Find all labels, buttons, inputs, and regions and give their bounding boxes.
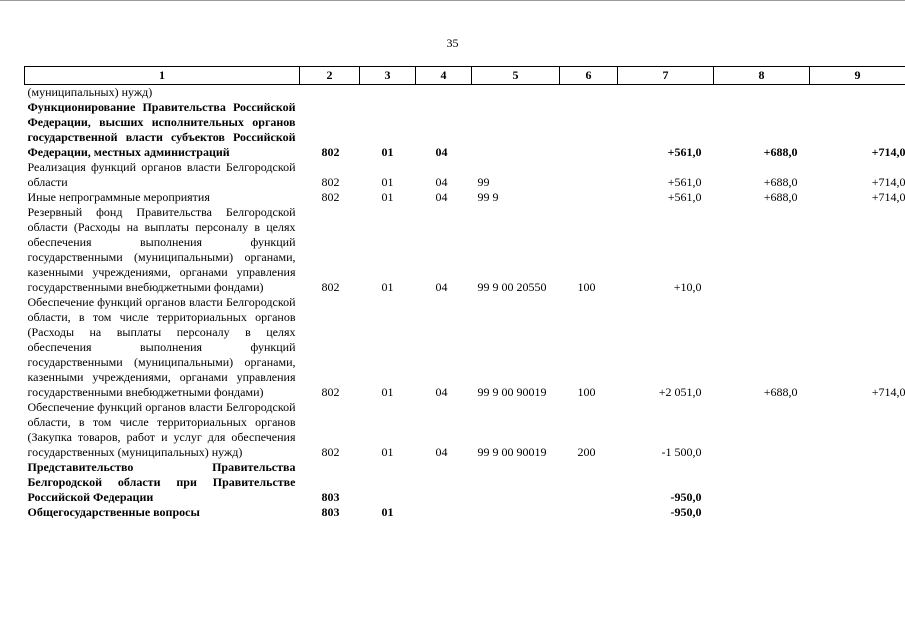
cell-ministry-code: 802 (321, 145, 340, 159)
cell-target-article: 99 9 00 90019 (477, 445, 547, 459)
header-col-5: 5 (472, 67, 560, 85)
cell-amount-year-1: -950,0 (670, 490, 702, 504)
cell-amount-year-3: +714,0 (871, 190, 905, 204)
header-col-2: 2 (300, 67, 360, 85)
cell-ministry-code: 803 (321, 490, 340, 504)
table-row (25, 505, 905, 520)
cell-target-article: 99 9 (477, 190, 499, 204)
cell-amount-year-2: +688,0 (763, 175, 798, 189)
cell-expense-type (560, 190, 618, 205)
cell-expense-type (560, 505, 618, 520)
item-name: Иные непрограммные мероприятия (27, 190, 210, 204)
cell-ministry-code (300, 85, 360, 101)
cell-target-article (472, 460, 560, 505)
cell-section-code: 01 (381, 190, 394, 204)
table-row (25, 190, 905, 205)
header-col-7: 7 (618, 67, 714, 85)
item-name: Представительство Правительства Белгородской области при Правительстве Российской Федерации (27, 460, 296, 504)
page-number: 35 (446, 36, 459, 50)
cell-amount-year-3 (810, 460, 905, 505)
item-name: Резервный фонд Правительства Белгородской области (Расходы на выплаты персоналу в целях обеспечения выполнения функций государственными (муниципальными) органами, казенными учреждениями, органами управления государственными внебюджетными фондами) (27, 205, 296, 294)
header-col-3: 3 (360, 67, 416, 85)
cell-section-code (360, 85, 416, 101)
cell-expense-type: 200 (577, 445, 596, 459)
cell-amount-year-1: +561,0 (667, 190, 702, 204)
cell-section-code: 01 (381, 385, 394, 399)
header-col-1: 1 (25, 67, 300, 85)
cell-amount-year-3 (810, 205, 905, 295)
cell-section-code: 01 (381, 145, 394, 159)
cell-amount-year-1: +561,0 (667, 175, 702, 189)
header-row (25, 67, 905, 85)
cell-expense-type (560, 160, 618, 190)
cell-subsection-code: 04 (435, 445, 448, 459)
budget-table (24, 66, 905, 520)
cell-amount-year-2: +688,0 (763, 385, 798, 399)
cell-expense-type: 100 (577, 385, 596, 399)
cell-target-article (472, 100, 560, 160)
cell-amount-year-2 (714, 205, 810, 295)
cell-section-code: 01 (381, 445, 394, 459)
header-col-6: 6 (560, 67, 618, 85)
table-row (25, 100, 905, 160)
cell-amount-year-3 (810, 505, 905, 520)
cell-section-code (360, 460, 416, 505)
item-name: Обеспечение функций органов власти Белгородской области, в том числе территориальных органов (Закупка товаров, работ и услуг для обеспечения государственных (муниципальных) нужд) (27, 400, 296, 459)
table-body (25, 85, 905, 521)
cell-amount-year-2: +688,0 (763, 145, 798, 159)
table-row (25, 460, 905, 505)
table-row (25, 400, 905, 460)
cell-target-article (472, 505, 560, 520)
cell-amount-year-1 (618, 85, 714, 101)
cell-amount-year-1: +10,0 (673, 280, 702, 294)
cell-amount-year-3 (810, 85, 905, 101)
item-name: Общегосударственные вопросы (27, 505, 200, 519)
cell-subsection-code: 04 (435, 175, 448, 189)
cell-amount-year-2 (714, 505, 810, 520)
table-row (25, 205, 905, 295)
cell-subsection-code: 04 (435, 385, 448, 399)
header-col-9: 9 (810, 67, 905, 85)
cell-amount-year-3: +714,0 (871, 175, 905, 189)
table-row (25, 295, 905, 400)
cell-target-article (472, 85, 560, 101)
cell-subsection-code (416, 505, 472, 520)
cell-amount-year-1: +561,0 (667, 145, 702, 159)
item-name: Реализация функций органов власти Белгородской области (27, 160, 296, 189)
cell-amount-year-2 (714, 460, 810, 505)
cell-amount-year-1: -950,0 (670, 505, 702, 519)
page-top-edge (0, 0, 905, 1)
cell-section-code: 01 (381, 505, 394, 519)
cell-target-article: 99 9 00 20550 (477, 280, 547, 294)
item-name: Обеспечение функций органов власти Белгородской области, в том числе территориальных органов (Расходы на выплаты персоналу в целях обеспечения выполнения функций государственными (муниципальными) органами, казенными учреждениями, органами управления государственными внебюджетными фондами) (27, 295, 296, 399)
cell-amount-year-2 (714, 400, 810, 460)
header-col-8: 8 (714, 67, 810, 85)
cell-ministry-code: 802 (321, 175, 340, 189)
item-name: (муниципальных) нужд) (27, 85, 153, 99)
table-row (25, 85, 905, 101)
cell-amount-year-3: +714,0 (871, 145, 905, 159)
item-name: Функционирование Правительства Российской Федерации, высших исполнительных органов государственной власти субъектов Российской Федерации, местных администраций (27, 100, 296, 159)
cell-ministry-code: 802 (321, 445, 340, 459)
cell-amount-year-1: -1 500,0 (661, 445, 702, 459)
cell-expense-type (560, 460, 618, 505)
cell-amount-year-2: +688,0 (763, 190, 798, 204)
header-col-4: 4 (416, 67, 472, 85)
cell-section-code: 01 (381, 175, 394, 189)
cell-amount-year-3 (810, 400, 905, 460)
cell-target-article: 99 9 00 90019 (477, 385, 547, 399)
cell-subsection-code (416, 85, 472, 101)
cell-subsection-code (416, 460, 472, 505)
budget-table-container (24, 66, 905, 520)
cell-expense-type: 100 (577, 280, 596, 294)
cell-amount-year-3: +714,0 (871, 385, 905, 399)
cell-expense-type (560, 100, 618, 160)
cell-subsection-code: 04 (435, 190, 448, 204)
cell-amount-year-2 (714, 85, 810, 101)
cell-ministry-code: 803 (321, 505, 340, 519)
cell-target-article: 99 (477, 175, 490, 189)
cell-section-code: 01 (381, 280, 394, 294)
cell-subsection-code: 04 (435, 145, 448, 159)
cell-ministry-code: 802 (321, 190, 340, 204)
cell-subsection-code: 04 (435, 280, 448, 294)
cell-expense-type (560, 85, 618, 101)
cell-ministry-code: 802 (321, 280, 340, 294)
cell-ministry-code: 802 (321, 385, 340, 399)
cell-amount-year-1: +2 051,0 (658, 385, 702, 399)
table-row (25, 160, 905, 190)
